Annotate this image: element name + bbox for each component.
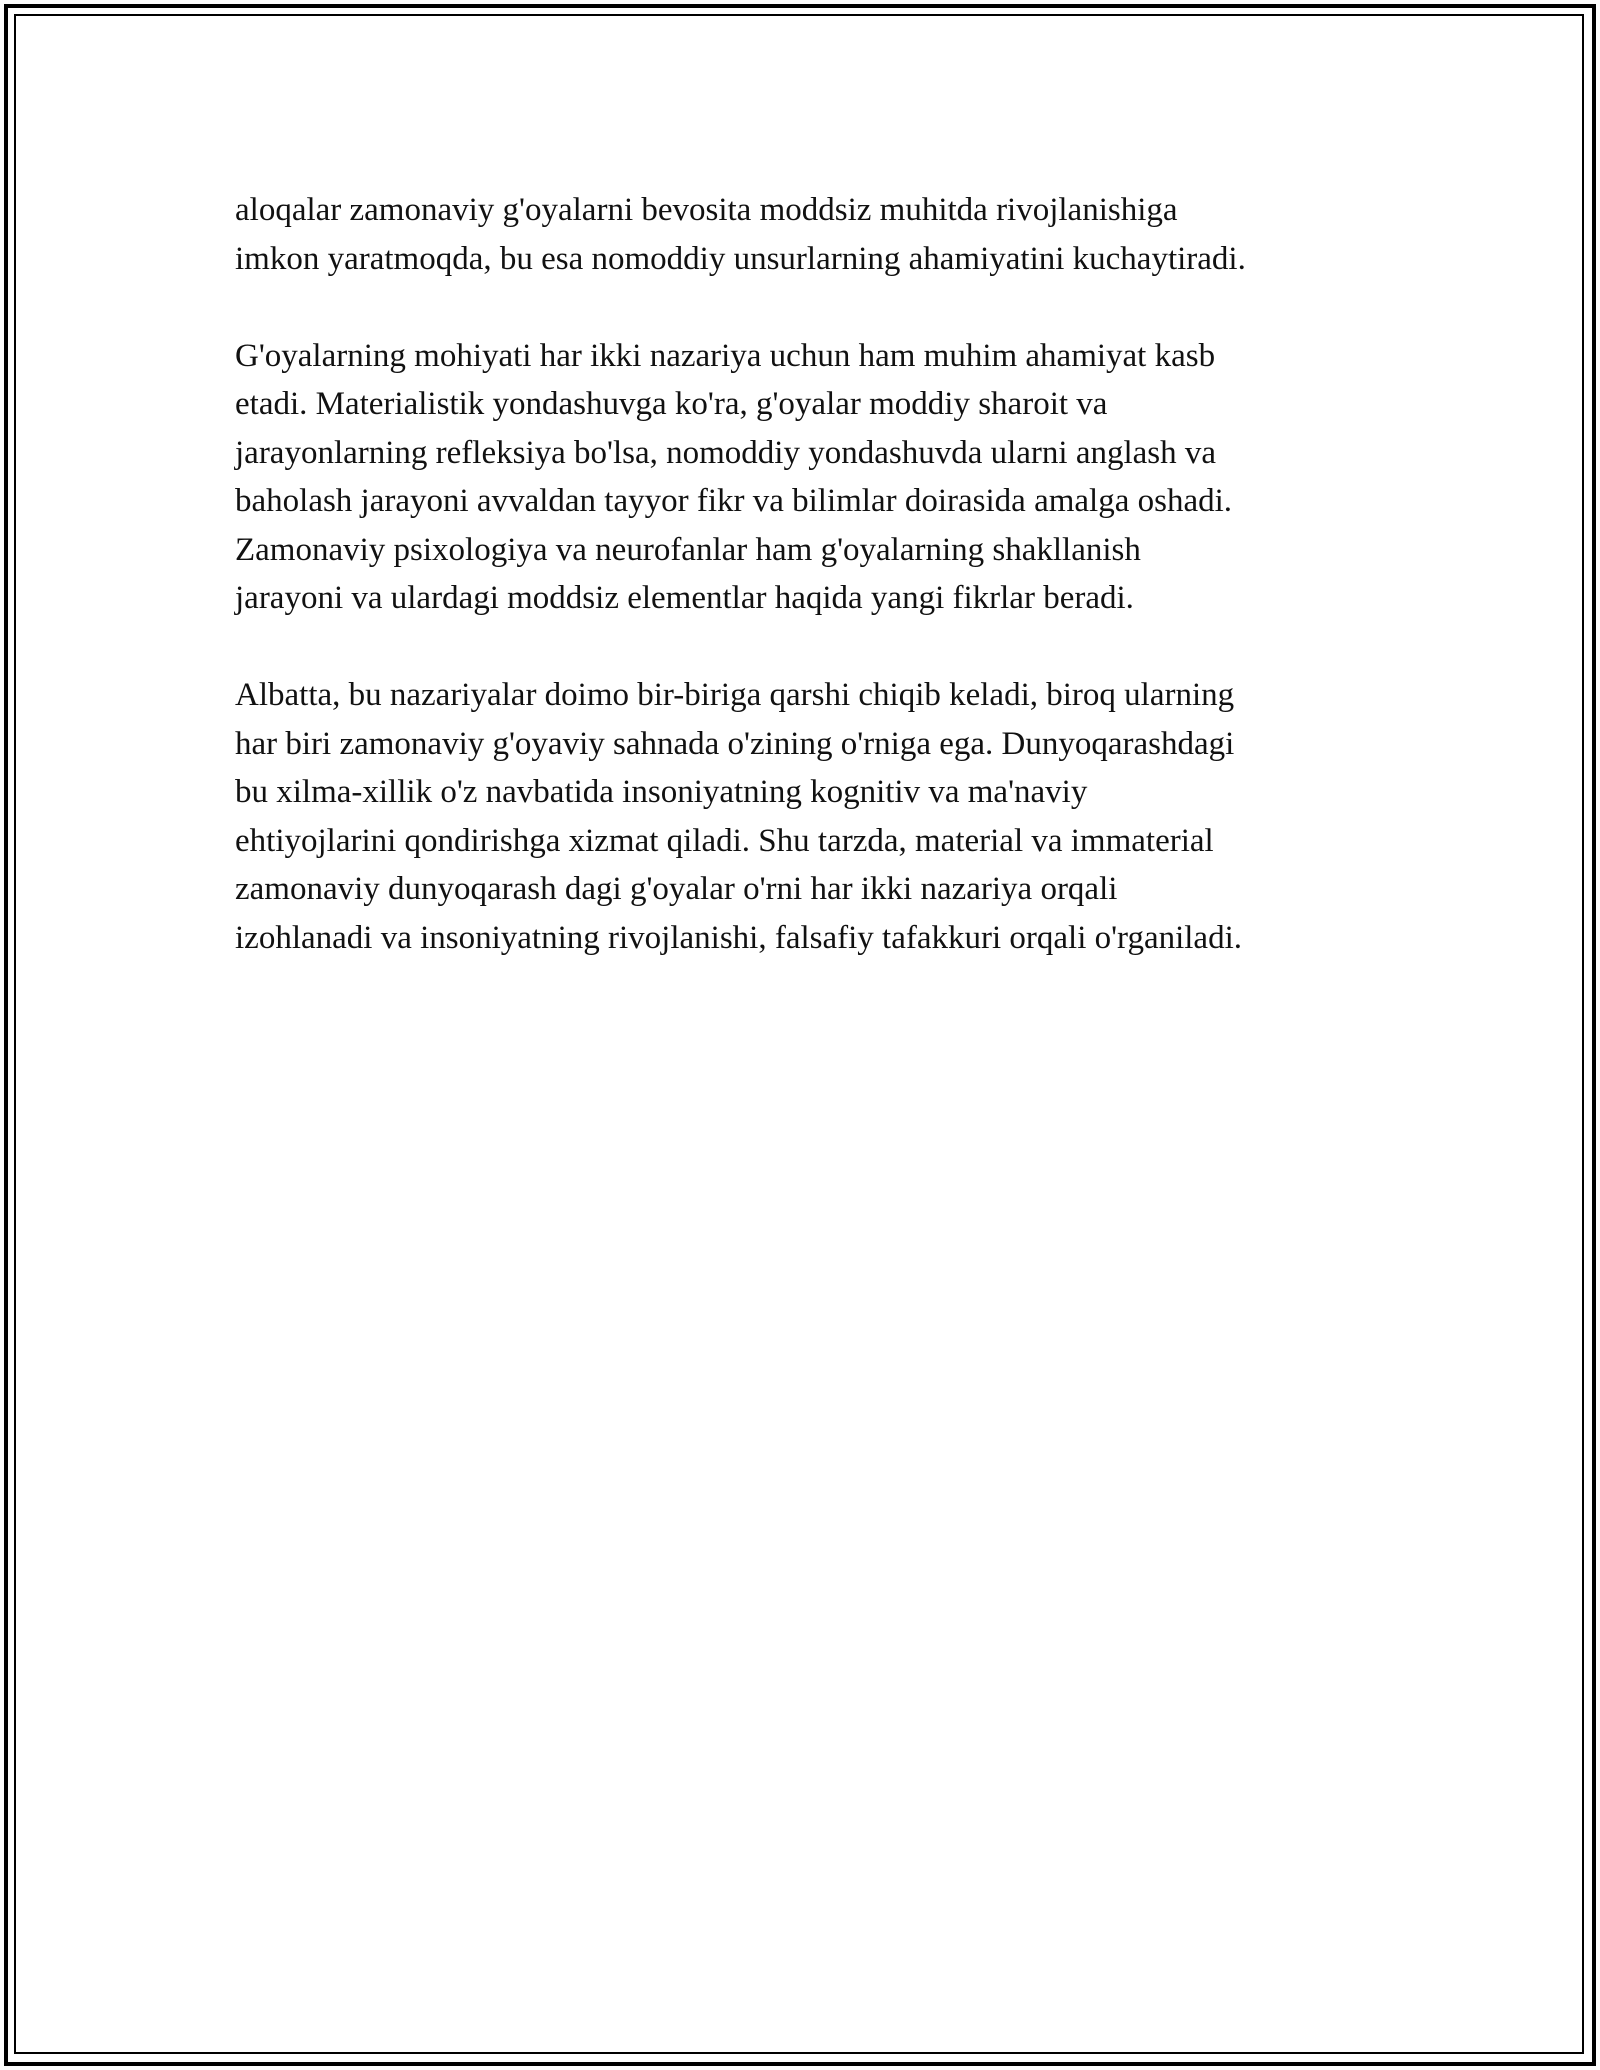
document-body <box>235 186 1375 1011</box>
paragraph-line: izohlanadi va insoniyatning rivojlanishi, falsafiy tafakkuri orqali o'rganiladi. <box>235 919 1242 956</box>
paragraph-line: zamonaviy dunyoqarash dagi g'oyalar o'rni har ikki nazariya orqali <box>235 871 1118 907</box>
paragraph-line: aloqalar zamonaviy g'oyalarni bevosita moddsiz muhitda rivojlanishiga <box>235 192 1178 228</box>
paragraph-line: Zamonaviy psixologiya va neurofanlar ham g'oyalarning shakllanish <box>235 531 1141 568</box>
paragraph-1 <box>235 186 1375 283</box>
paragraph-line: Albatta, bu nazariyalar doimo bir-biriga qarshi chiqib keladi, biroq ularning <box>235 677 1235 713</box>
paragraph-line: jarayoni va ulardagi moddsiz elementlar haqida yangi fikrlar beradi. <box>235 580 1134 616</box>
paragraph-line: ehtiyojlarini qondirishga xizmat qiladi. Shu tarzda, material va immaterial <box>235 822 1214 859</box>
paragraph-line: baholash jarayoni avvaldan tayyor fikr va bilimlar doirasida amalga oshadi. <box>235 483 1233 519</box>
paragraph-line: etadi. Materialistik yondashuvga ko'ra, g'oyalar moddiy sharoit va <box>235 386 1108 422</box>
paragraph-3 <box>235 671 1375 962</box>
paragraph-2 <box>235 332 1375 623</box>
paragraph-line: G'oyalarning mohiyati har ikki nazariya uchun ham muhim ahamiyat kasb <box>235 337 1216 374</box>
paragraph-line: bu xilma-xillik o'z navbatida insoniyatning kognitiv va ma'naviy <box>235 774 1088 810</box>
paragraph-line: har biri zamonaviy g'oyaviy sahnada o'zining o'rniga ega. Dunyoqarashdagi <box>235 725 1235 762</box>
paragraph-line: jarayonlarning refleksiya bo'lsa, nomoddiy yondashuvda ularni anglash va <box>235 434 1217 471</box>
paragraph-line: imkon yaratmoqda, bu esa nomoddiy unsurlarning ahamiyatini kuchaytiradi. <box>235 240 1246 277</box>
